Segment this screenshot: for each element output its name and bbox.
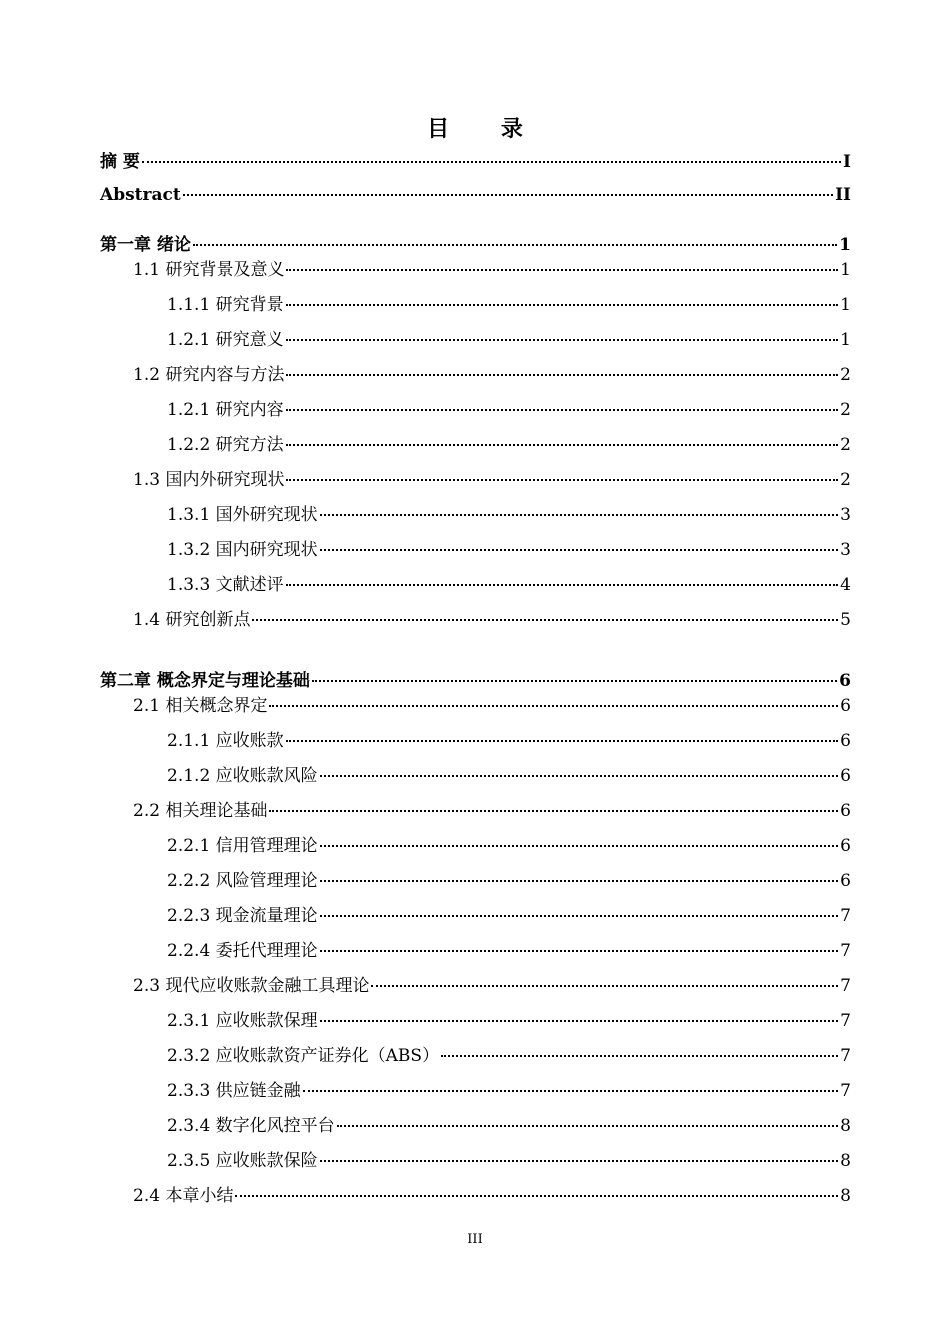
dot-leader (286, 269, 838, 271)
dot-leader (286, 444, 839, 446)
dot-leader (320, 1020, 839, 1022)
toc-entry-label: 2.4 本章小结 (133, 1186, 234, 1206)
toc-entry-label: 2.2 相关理论基础 (133, 801, 268, 821)
toc-entry-page: 8 (840, 1151, 851, 1171)
dot-leader (183, 194, 833, 196)
toc-entry-page: II (835, 185, 851, 205)
toc-entry-label: 2.2.3 现金流量理论 (167, 906, 318, 926)
dot-leader (193, 244, 837, 246)
toc-entry-page: 5 (840, 610, 851, 630)
toc-entry-page: 2 (840, 365, 851, 385)
toc-entry-page: I (843, 152, 851, 172)
toc-entry-page: 7 (840, 1046, 851, 1066)
toc-title: 目 录 (427, 117, 545, 142)
toc-entry-label: 1.3 国内外研究现状 (133, 470, 285, 490)
toc-entry-page: 2 (840, 470, 851, 490)
toc-entry-label: 摘 要 (100, 152, 140, 172)
toc-entry-label: 1.1.1 研究背景 (167, 295, 284, 315)
toc-entry[interactable] (167, 905, 851, 927)
toc-entry-label: 1.3.1 国外研究现状 (167, 505, 318, 525)
toc-entry[interactable] (133, 1185, 851, 1207)
toc-entry-label: 2.3.4 数字化风控平台 (167, 1116, 335, 1136)
toc-entry-label: 2.3.1 应收账款保理 (167, 1011, 318, 1031)
dot-leader (320, 775, 839, 777)
dot-leader (320, 549, 839, 551)
dot-leader (303, 1090, 839, 1092)
toc-entry[interactable] (167, 835, 851, 857)
toc-entry-label: 第二章 概念界定与理论基础 (100, 671, 310, 691)
dot-leader (441, 1055, 838, 1057)
toc-entry-label: 2.2.4 委托代理理论 (167, 941, 318, 961)
toc-entry-page: 7 (840, 1011, 851, 1031)
toc-entry-label: 2.2.1 信用管理理论 (167, 836, 318, 856)
toc-entry-page: 8 (840, 1186, 851, 1206)
toc-entry-page: 3 (840, 540, 851, 560)
dot-leader (320, 880, 839, 882)
toc-entry[interactable] (133, 800, 851, 822)
toc-entry-label: 2.2.2 风险管理理论 (167, 871, 318, 891)
dot-leader (312, 680, 837, 682)
toc-entry-label: 1.2 研究内容与方法 (133, 365, 285, 385)
toc-entry-label: 1.1 研究背景及意义 (133, 260, 285, 280)
toc-entry-page: 6 (840, 801, 851, 821)
dot-leader (371, 985, 838, 987)
toc-entry[interactable] (167, 870, 851, 892)
toc-entry[interactable] (133, 469, 851, 491)
toc-entry-page: 3 (840, 505, 851, 525)
toc-entry-label: 2.1.1 应收账款 (167, 731, 284, 751)
toc-entry-page: 8 (840, 1116, 851, 1136)
dot-leader (286, 304, 839, 306)
toc-entry-label: Abstract (100, 185, 181, 205)
toc-entry-page: 2 (840, 400, 851, 420)
toc-entry[interactable] (133, 975, 851, 997)
dot-leader (286, 584, 839, 586)
dot-leader (286, 479, 838, 481)
toc-entry-page: 4 (840, 575, 851, 595)
toc-entry[interactable] (167, 1045, 851, 1067)
dot-leader (269, 810, 838, 812)
toc-entry-page: 7 (840, 1081, 851, 1101)
toc-entry-page: 7 (840, 906, 851, 926)
toc-entry-page: 7 (840, 941, 851, 961)
toc-entry[interactable] (133, 259, 851, 281)
toc-entry-label: 2.1.2 应收账款风险 (167, 766, 318, 786)
toc-entry[interactable] (167, 539, 851, 561)
toc-entry[interactable] (100, 151, 851, 173)
dot-leader (252, 619, 838, 621)
dot-leader (286, 409, 839, 411)
toc-entry-page: 2 (840, 435, 851, 455)
dot-leader (337, 1125, 839, 1127)
toc-entry[interactable] (167, 329, 851, 351)
dot-leader (320, 915, 839, 917)
toc-entry-label: 1.2.1 研究内容 (167, 400, 284, 420)
toc-entry[interactable] (100, 670, 851, 692)
toc-entry[interactable] (100, 184, 851, 206)
dot-leader (320, 845, 839, 847)
dot-leader (320, 1160, 839, 1162)
toc-entry-label: 第一章 绪论 (100, 235, 191, 255)
toc-entry-page: 6 (840, 731, 851, 751)
toc-entry-label: 1.2.2 研究方法 (167, 435, 284, 455)
dot-leader (142, 161, 841, 163)
dot-leader (269, 705, 838, 707)
toc-entry[interactable] (167, 1115, 851, 1137)
toc-entry-page: 6 (840, 836, 851, 856)
page-number: III (467, 1232, 483, 1247)
toc-entry[interactable] (167, 1080, 851, 1102)
toc-entry-label: 2.3.2 应收账款资产证券化（ABS） (167, 1046, 440, 1066)
dot-leader (320, 950, 839, 952)
toc-entry[interactable] (167, 294, 851, 316)
toc-entry[interactable] (133, 695, 851, 717)
toc-entry[interactable] (133, 364, 851, 386)
dot-leader (286, 740, 839, 742)
toc-entry[interactable] (100, 234, 851, 256)
toc-entry[interactable] (167, 1150, 851, 1172)
toc-entry-page: 7 (840, 976, 851, 996)
toc-entry-page: 1 (839, 235, 851, 255)
toc-entry-page: 1 (840, 295, 851, 315)
toc-entry-page: 6 (840, 766, 851, 786)
toc-entry-label: 1.3.2 国内研究现状 (167, 540, 318, 560)
toc-entry-page: 6 (840, 871, 851, 891)
toc-entry[interactable] (167, 574, 851, 596)
toc-entry[interactable] (167, 399, 851, 421)
toc-entry[interactable] (167, 765, 851, 787)
toc-entry[interactable] (167, 940, 851, 962)
toc-entry[interactable] (167, 434, 851, 456)
toc-entry-page: 1 (840, 260, 851, 280)
toc-entry-label: 2.3.3 供应链金融 (167, 1081, 301, 1101)
toc-entry-label: 1.2.1 研究意义 (167, 330, 284, 350)
toc-entry-page: 6 (840, 696, 851, 716)
toc-entry[interactable] (133, 609, 851, 631)
toc-entry[interactable] (167, 1010, 851, 1032)
toc-entry-label: 2.1 相关概念界定 (133, 696, 268, 716)
toc-entry-page: 1 (840, 330, 851, 350)
toc-entry-label: 1.4 研究创新点 (133, 610, 251, 630)
toc-entry-label: 2.3.5 应收账款保险 (167, 1151, 318, 1171)
dot-leader (320, 514, 839, 516)
toc-entry[interactable] (167, 730, 851, 752)
toc-entry-page: 6 (839, 671, 851, 691)
toc-entry-label: 2.3 现代应收账款金融工具理论 (133, 976, 370, 996)
dot-leader (286, 339, 839, 341)
toc-entry[interactable] (167, 504, 851, 526)
dot-leader (235, 1195, 838, 1197)
toc-entry-label: 1.3.3 文献述评 (167, 575, 284, 595)
dot-leader (286, 374, 838, 376)
